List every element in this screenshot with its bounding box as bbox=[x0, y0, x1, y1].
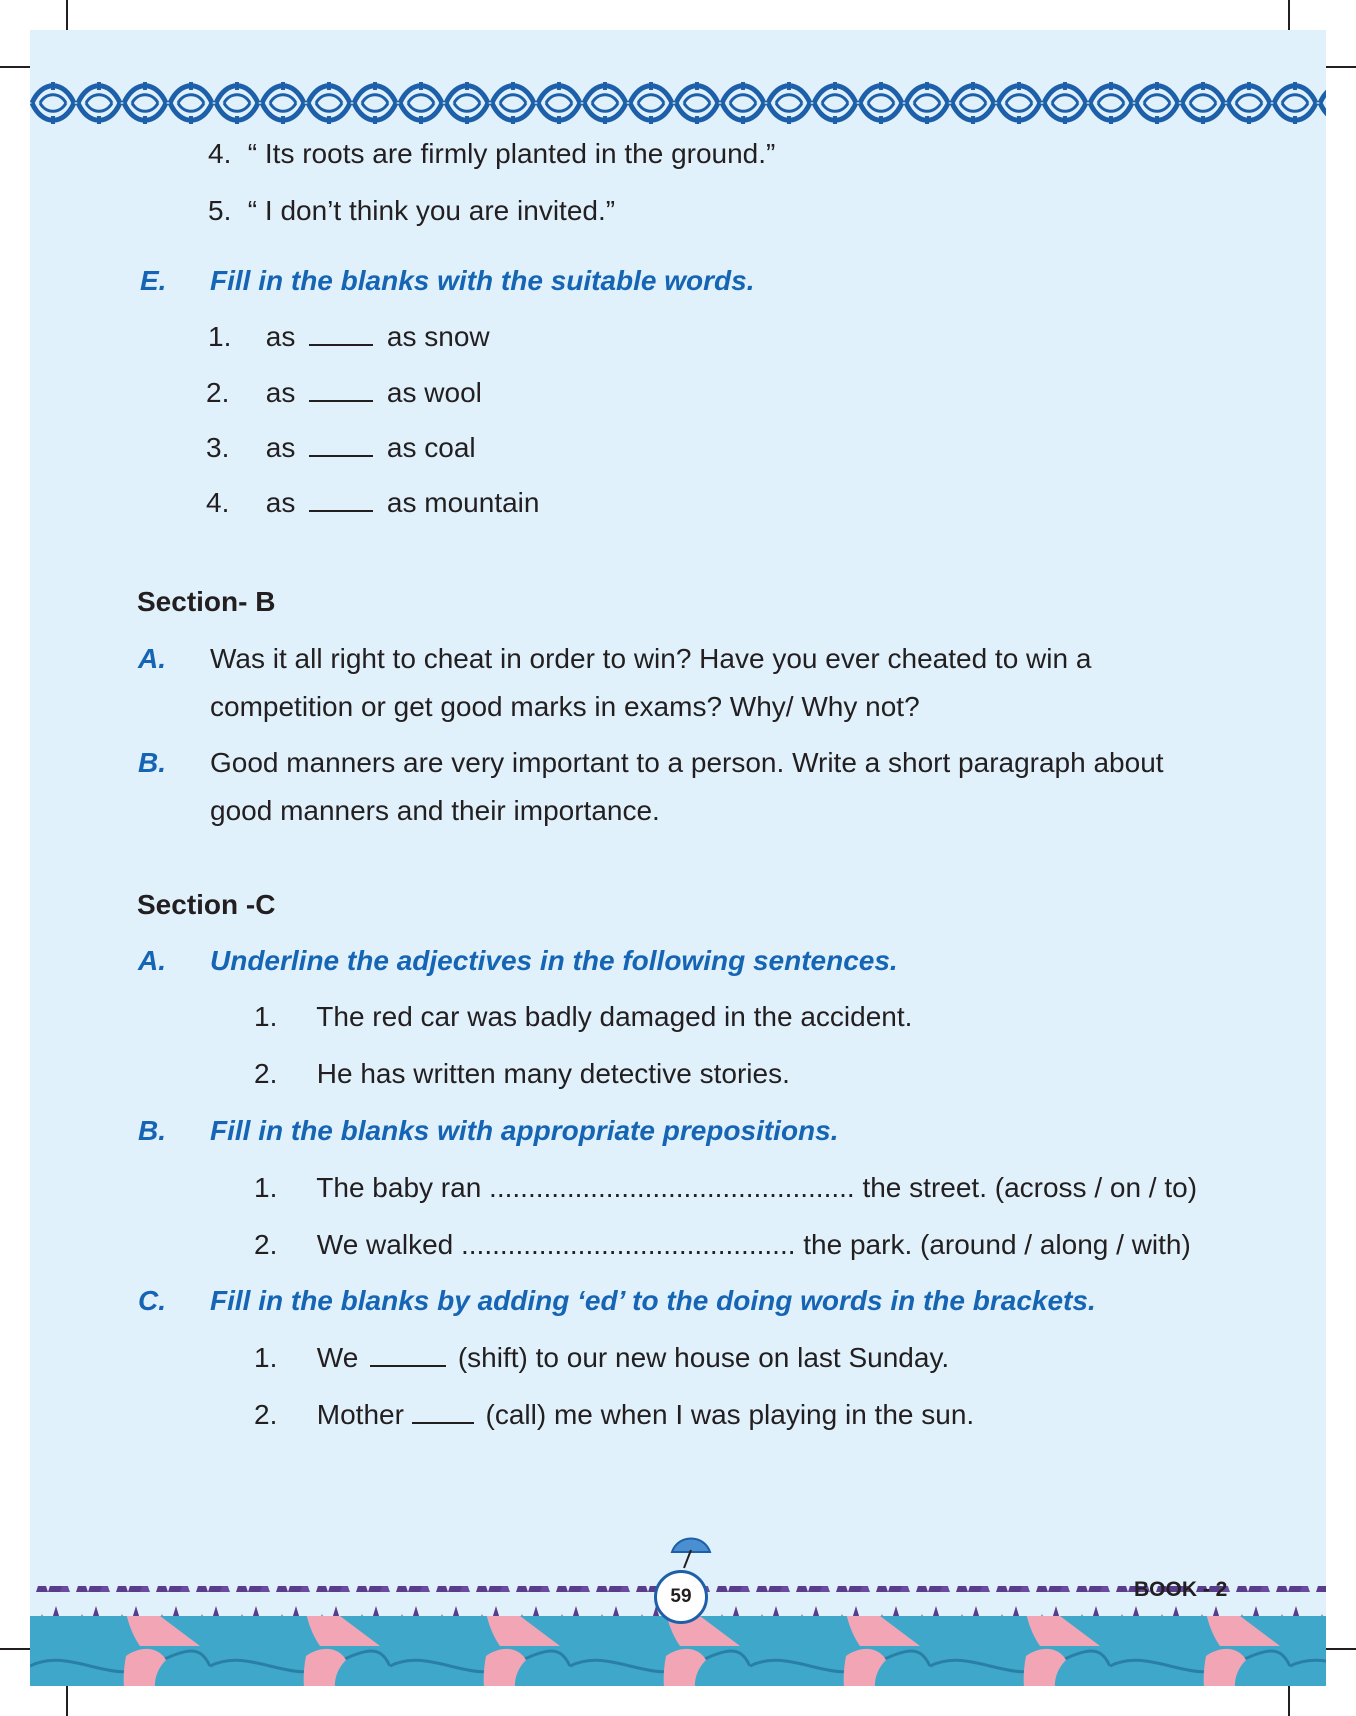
question-label: A. bbox=[138, 643, 166, 674]
item-number: 2. bbox=[254, 1058, 278, 1089]
crop-mark bbox=[1326, 1648, 1356, 1650]
item-text: We walked ........................................... the park. (around / along / with) bbox=[316, 1229, 1191, 1260]
item-text: He has written many detective stories. bbox=[316, 1058, 790, 1089]
item-text: The red car was badly damaged in the accident. bbox=[316, 1001, 913, 1032]
crop-mark bbox=[1326, 66, 1356, 68]
item-number: 1. bbox=[208, 321, 232, 352]
section-b-heading: Section- B bbox=[137, 586, 276, 617]
item-pre: as bbox=[265, 487, 296, 518]
item-number: 2. bbox=[254, 1399, 278, 1430]
list-item bbox=[208, 320, 490, 354]
item-number: 1. bbox=[254, 1342, 278, 1373]
page-number-badge: 59 bbox=[654, 1570, 708, 1624]
exercise-label: C. bbox=[138, 1285, 166, 1316]
item-number: 1. bbox=[254, 1172, 278, 1203]
crop-mark bbox=[66, 1686, 68, 1716]
list-item bbox=[208, 137, 775, 171]
item-text: The baby ran ............................................... the street. (across / on / to) bbox=[316, 1172, 1198, 1203]
item-pre: as bbox=[265, 321, 296, 352]
item-number: 1. bbox=[254, 1001, 278, 1032]
blank-line[interactable] bbox=[370, 1343, 446, 1367]
item-number: 2. bbox=[254, 1229, 278, 1260]
list-item bbox=[206, 431, 476, 465]
crop-mark bbox=[0, 66, 30, 68]
blank-line[interactable] bbox=[412, 1400, 474, 1424]
exercise-title: Fill in the blanks by adding ‘ed’ to the doing words in the brackets. bbox=[210, 1285, 1096, 1316]
question-line: Was it all right to cheat in order to win? Have you ever cheated to win a bbox=[210, 643, 1092, 674]
exercise-label: A. bbox=[138, 945, 166, 976]
item-post: as snow bbox=[386, 321, 490, 352]
crop-mark bbox=[0, 1648, 30, 1650]
list-item bbox=[254, 1057, 790, 1091]
item-pre: Mother bbox=[316, 1399, 404, 1430]
exercise-label: B. bbox=[138, 1115, 166, 1146]
list-item bbox=[254, 1228, 1191, 1262]
question-line: Good manners are very important to a person. Write a short paragraph about bbox=[210, 747, 1164, 778]
question-label: B. bbox=[138, 747, 166, 778]
worksheet-page bbox=[30, 30, 1326, 1686]
item-text: “ I don’t think you are invited.” bbox=[247, 195, 616, 226]
blank-line[interactable] bbox=[309, 433, 373, 457]
list-item bbox=[254, 1171, 1197, 1205]
item-post: as wool bbox=[386, 377, 482, 408]
item-number: 3. bbox=[206, 432, 230, 463]
exercise-e-label: E. bbox=[140, 265, 167, 296]
list-item bbox=[206, 376, 482, 410]
crop-mark bbox=[1288, 0, 1290, 30]
book-label: BOOK - 2 bbox=[1134, 1578, 1228, 1601]
exercise-title: Underline the adjectives in the following sentences. bbox=[210, 945, 898, 976]
list-item bbox=[254, 1000, 912, 1034]
item-pre: as bbox=[265, 432, 296, 463]
item-number: 4. bbox=[208, 138, 232, 169]
item-pre: We bbox=[316, 1342, 359, 1373]
list-item bbox=[254, 1398, 974, 1432]
item-post: (call) me when I was playing in the sun. bbox=[485, 1399, 975, 1430]
item-number: 2. bbox=[206, 377, 230, 408]
item-pre: as bbox=[265, 377, 296, 408]
item-post: (shift) to our new house on last Sunday. bbox=[457, 1342, 950, 1373]
item-post: as coal bbox=[386, 432, 476, 463]
list-item bbox=[208, 194, 615, 228]
question-line: good manners and their importance. bbox=[210, 795, 660, 826]
question-line: competition or get good marks in exams? Why/ Why not? bbox=[210, 691, 920, 722]
section-c-heading: Section -C bbox=[137, 889, 276, 920]
blank-line[interactable] bbox=[309, 378, 373, 402]
decorative-wave-border bbox=[30, 60, 1326, 146]
crop-mark bbox=[1288, 1686, 1290, 1716]
list-item bbox=[254, 1341, 949, 1375]
item-number: 5. bbox=[208, 195, 232, 226]
crop-mark bbox=[66, 0, 68, 30]
umbrella-icon bbox=[668, 1530, 714, 1570]
item-number: 4. bbox=[206, 487, 230, 518]
list-item bbox=[206, 486, 539, 520]
exercise-e-title: Fill in the blanks with the suitable words. bbox=[210, 265, 755, 296]
exercise-title: Fill in the blanks with appropriate prepositions. bbox=[210, 1115, 839, 1146]
item-text: “ Its roots are firmly planted in the ground.” bbox=[247, 138, 776, 169]
item-post: as mountain bbox=[386, 487, 540, 518]
blank-line[interactable] bbox=[309, 322, 373, 346]
blank-line[interactable] bbox=[309, 488, 373, 512]
